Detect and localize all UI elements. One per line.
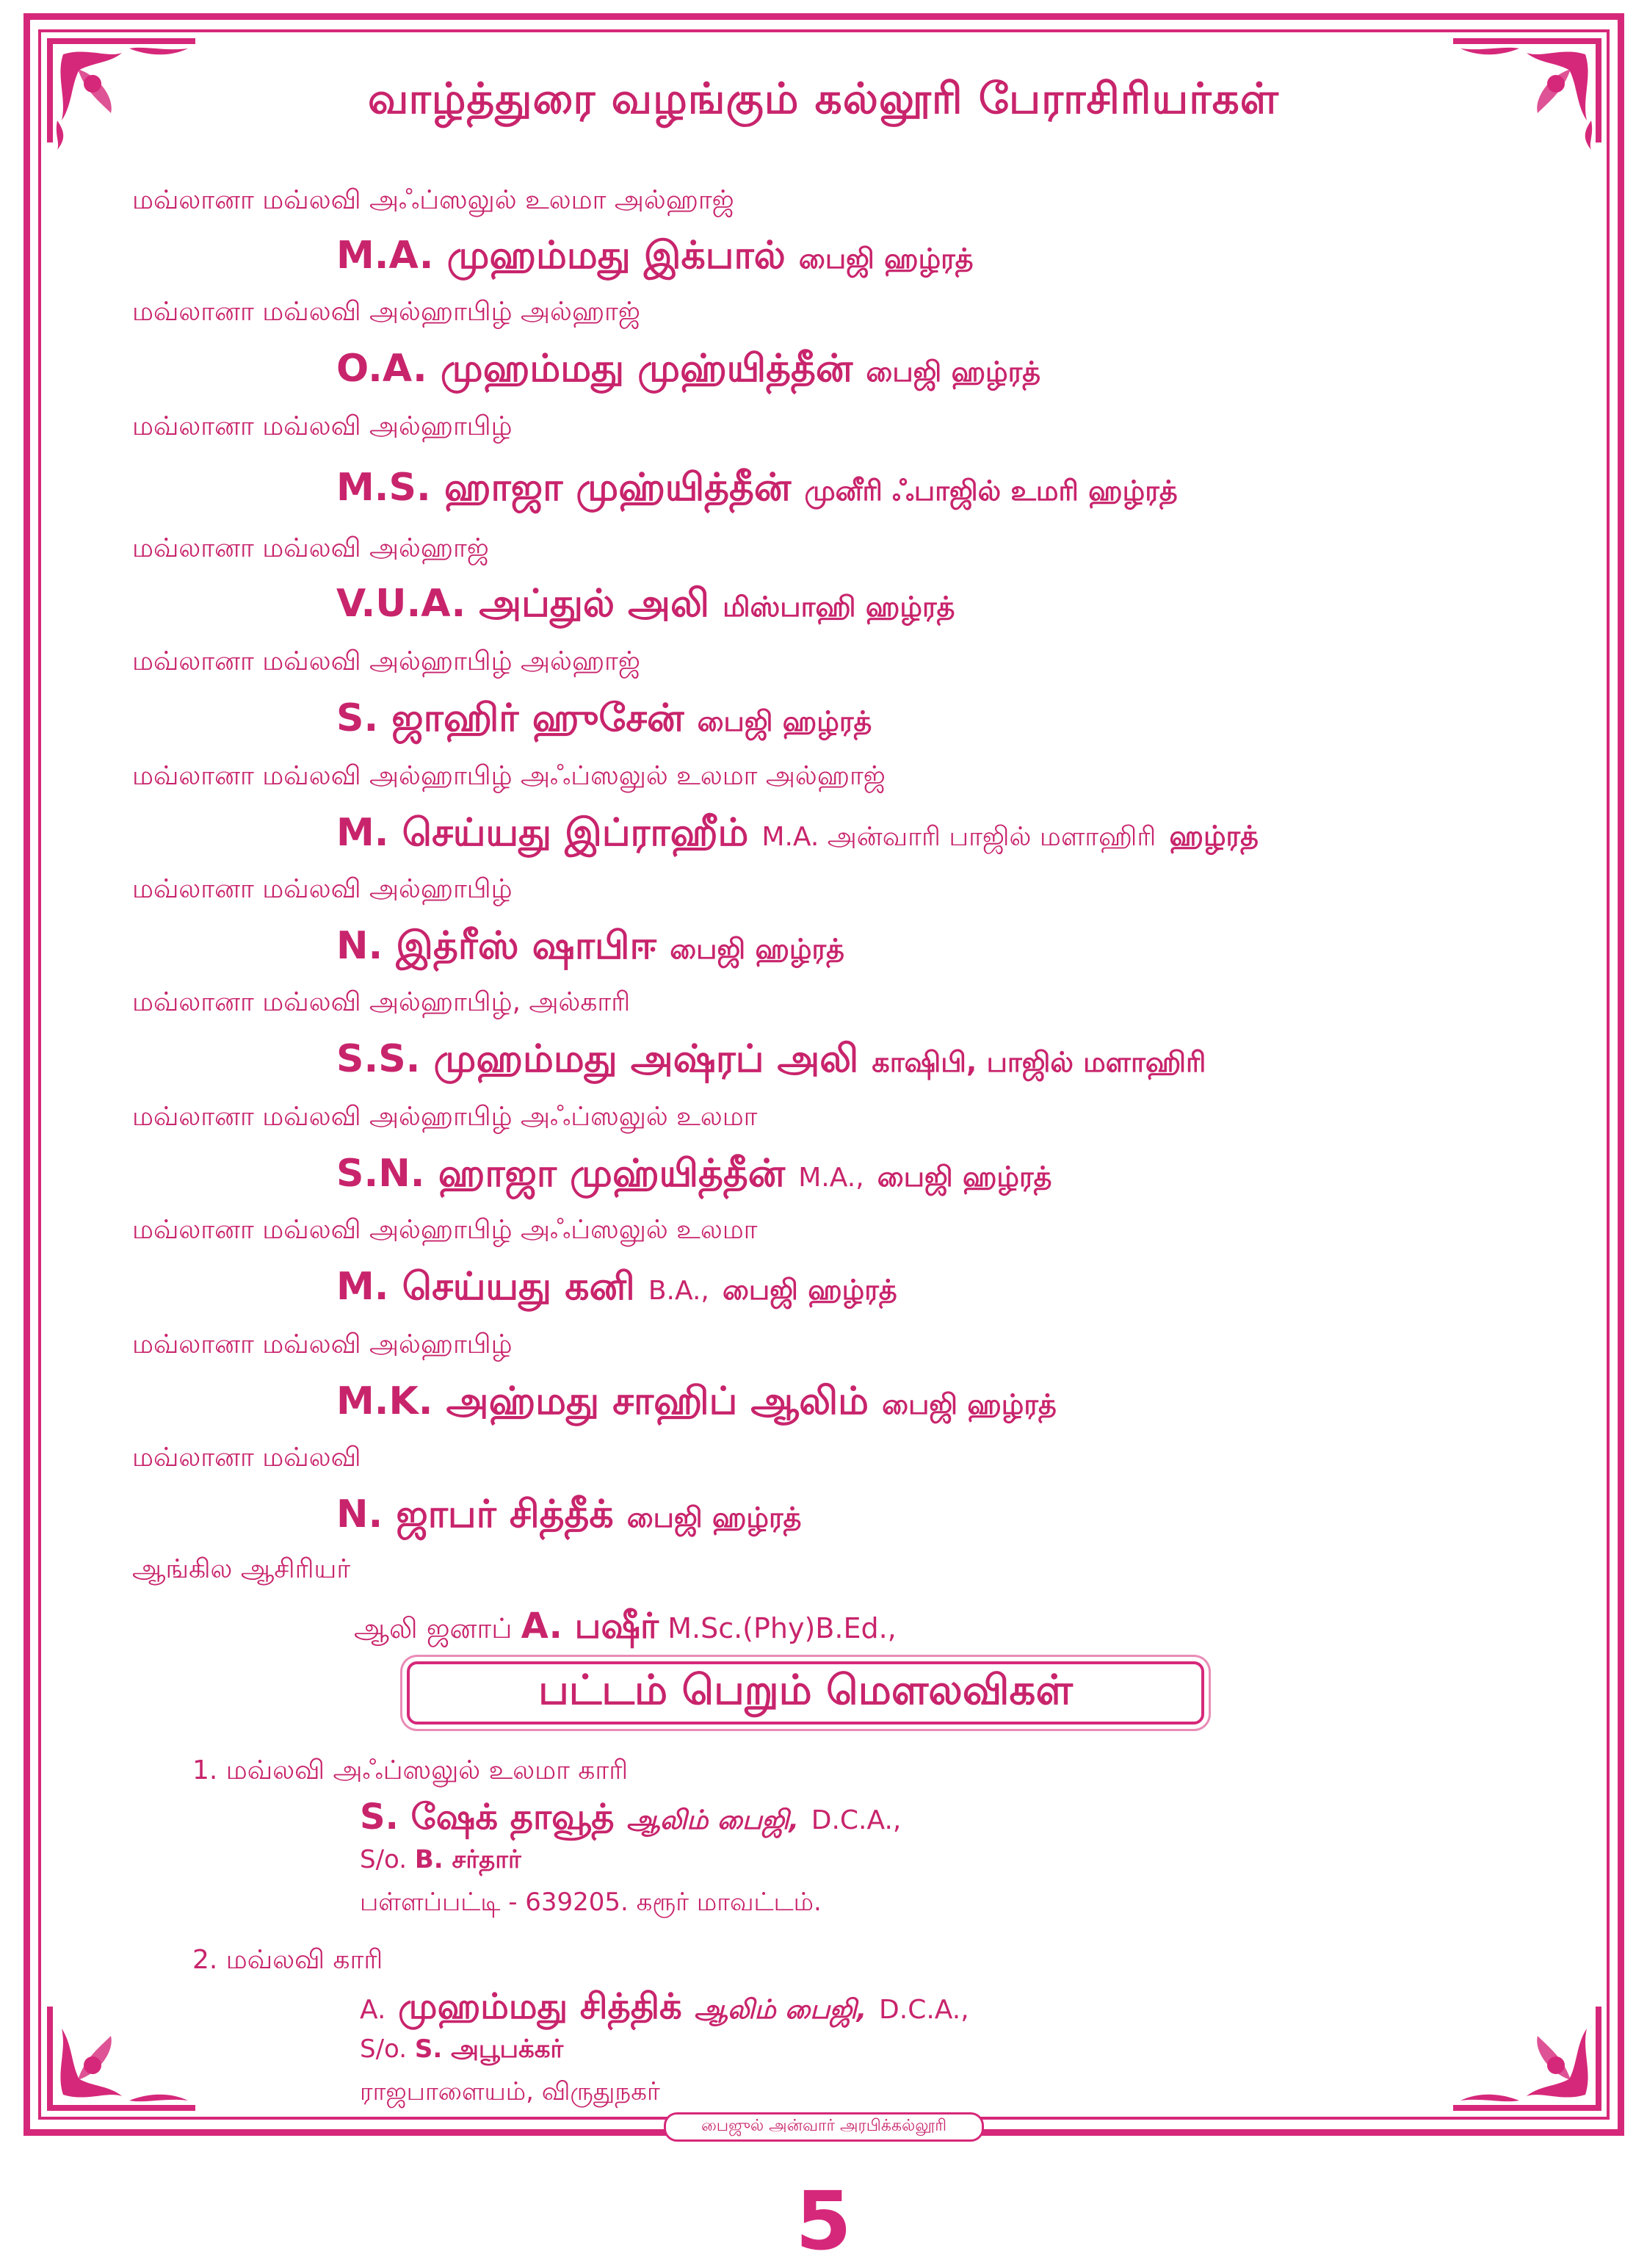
professor-name: S.N. ஹாஜா முஹ்யித்தீன் M.A., பைஜி ஹழ்ரத் bbox=[336, 1152, 1052, 1196]
professor-titles: மவ்லானா மவ்லவி அல்ஹாபிழ் அல்ஹாஜ் bbox=[132, 297, 640, 327]
graduate-head: 2. மவ்லவி காரி bbox=[192, 1945, 383, 1975]
professor-titles: மவ்லானா மவ்லவி அஃப்ஸலுல் உலமா அல்ஹாஜ் bbox=[132, 185, 734, 215]
page-number: 5 bbox=[795, 2174, 852, 2268]
english-teacher-role: ஆங்கில ஆசிரியர் bbox=[132, 1554, 351, 1584]
professor-titles: மவ்லானா மவ்லவி அல்ஹாபிழ் bbox=[132, 411, 513, 441]
professor-name: S. ஜாஹிர் ஹுசேன் பைஜி ஹழ்ரத் bbox=[336, 696, 872, 740]
professor-name: N. இத்ரீஸ் ஷாபிஈ பைஜி ஹழ்ரத் bbox=[336, 924, 844, 968]
professor-titles: மவ்லானா மவ்லவி அல்ஹாபிழ் அஃப்ஸலுல் உலமா bbox=[132, 1102, 758, 1132]
english-teacher-name: ஆலி ஜனாப் A. பஷீர் M.Sc.(Phy)B.Ed., bbox=[354, 1606, 897, 1647]
professor-name: S.S. முஹம்மது அஷ்ரப் அலி காஷிபி, பாஜில் மளாஹிரி bbox=[336, 1037, 1206, 1081]
graduate-address: ராஜபாளையம், விருதுநகர் bbox=[360, 2077, 660, 2106]
graduates-heading: பட்டம் பெறும் மௌலவிகள் bbox=[407, 1661, 1204, 1725]
professor-name: M.K. அஹ்மது சாஹிப் ஆலிம் பைஜி ஹழ்ரத் bbox=[336, 1379, 1057, 1423]
page-title: வாழ்த்துரை வழங்கும் கல்லூரி பேராசிரியர்கள் bbox=[367, 73, 1280, 123]
professor-titles: மவ்லானா மவ்லவி அல்ஹாபிழ் அல்ஹாஜ் bbox=[132, 646, 640, 676]
professor-titles: மவ்லானா மவ்லவி அல்ஹாபிழ் அஃப்ஸலுல் உலமா அல்ஹாஜ் bbox=[132, 761, 886, 791]
graduate-parent: S/o. S. அபூபக்கர் bbox=[360, 2034, 564, 2064]
professor-titles: மவ்லானா மவ்லவி அல்ஹாபிழ் bbox=[132, 874, 513, 904]
professor-name: M. செய்யது கனி B.A., பைஜி ஹழ்ரத் bbox=[336, 1265, 897, 1309]
graduate-parent: S/o. B. சர்தார் bbox=[360, 1845, 521, 1874]
professor-titles: மவ்லானா மவ்லவி அல்ஹாபிழ் bbox=[132, 1329, 513, 1359]
graduate-address: பள்ளப்பட்டி - 639205. கரூர் மாவட்டம். bbox=[360, 1888, 822, 1917]
professor-titles: மவ்லானா மவ்லவி அல்ஹாஜ் bbox=[132, 533, 489, 563]
floral-corner-icon bbox=[1438, 1992, 1607, 2117]
professor-name: M.A. முஹம்மது இக்பால் பைஜி ஹழ்ரத் bbox=[336, 234, 974, 278]
professor-titles: மவ்லானா மவ்லவி bbox=[132, 1442, 361, 1473]
professor-name: V.U.A. அப்துல் அலி மிஸ்பாஹி ஹழ்ரத் bbox=[336, 582, 955, 626]
professor-name: M. செய்யது இப்ராஹீம் M.A. அன்வாரி பாஜில் மளாஹிரி ஹழ்ரத் bbox=[336, 811, 1259, 855]
professor-name: O.A. முஹம்மது முஹ்யித்தீன் பைஜி ஹழ்ரத் bbox=[336, 347, 1040, 391]
college-footer-tag: பைஜுல் அன்வார் அரபிக்கல்லூரி bbox=[664, 2112, 984, 2142]
professor-name: N. ஜாபர் சித்தீக் பைஜி ஹழ்ரத் bbox=[336, 1492, 802, 1536]
graduate-head: 1. மவ்லவி அஃப்ஸலுல் உலமா காரி bbox=[192, 1755, 629, 1785]
graduate-name: A. முஹம்மது சித்திக் ஆலிம் பைஜி, D.C.A., bbox=[360, 1986, 969, 2027]
professor-titles: மவ்லானா மவ்லவி அல்ஹாபிழ் அஃப்ஸலுல் உலமா bbox=[132, 1215, 758, 1245]
floral-corner-icon bbox=[41, 1992, 210, 2117]
professor-name: M.S. ஹாஜா முஹ்யித்தீன் முனீரி ஃபாஜில் உமரி ஹழ்ரத் bbox=[336, 466, 1178, 510]
professor-titles: மவ்லானா மவ்லவி அல்ஹாபிழ், அல்காரி bbox=[132, 987, 631, 1017]
graduate-name: S. ஷேக் தாவூத் ஆலிம் பைஜி, D.C.A., bbox=[360, 1796, 902, 1838]
